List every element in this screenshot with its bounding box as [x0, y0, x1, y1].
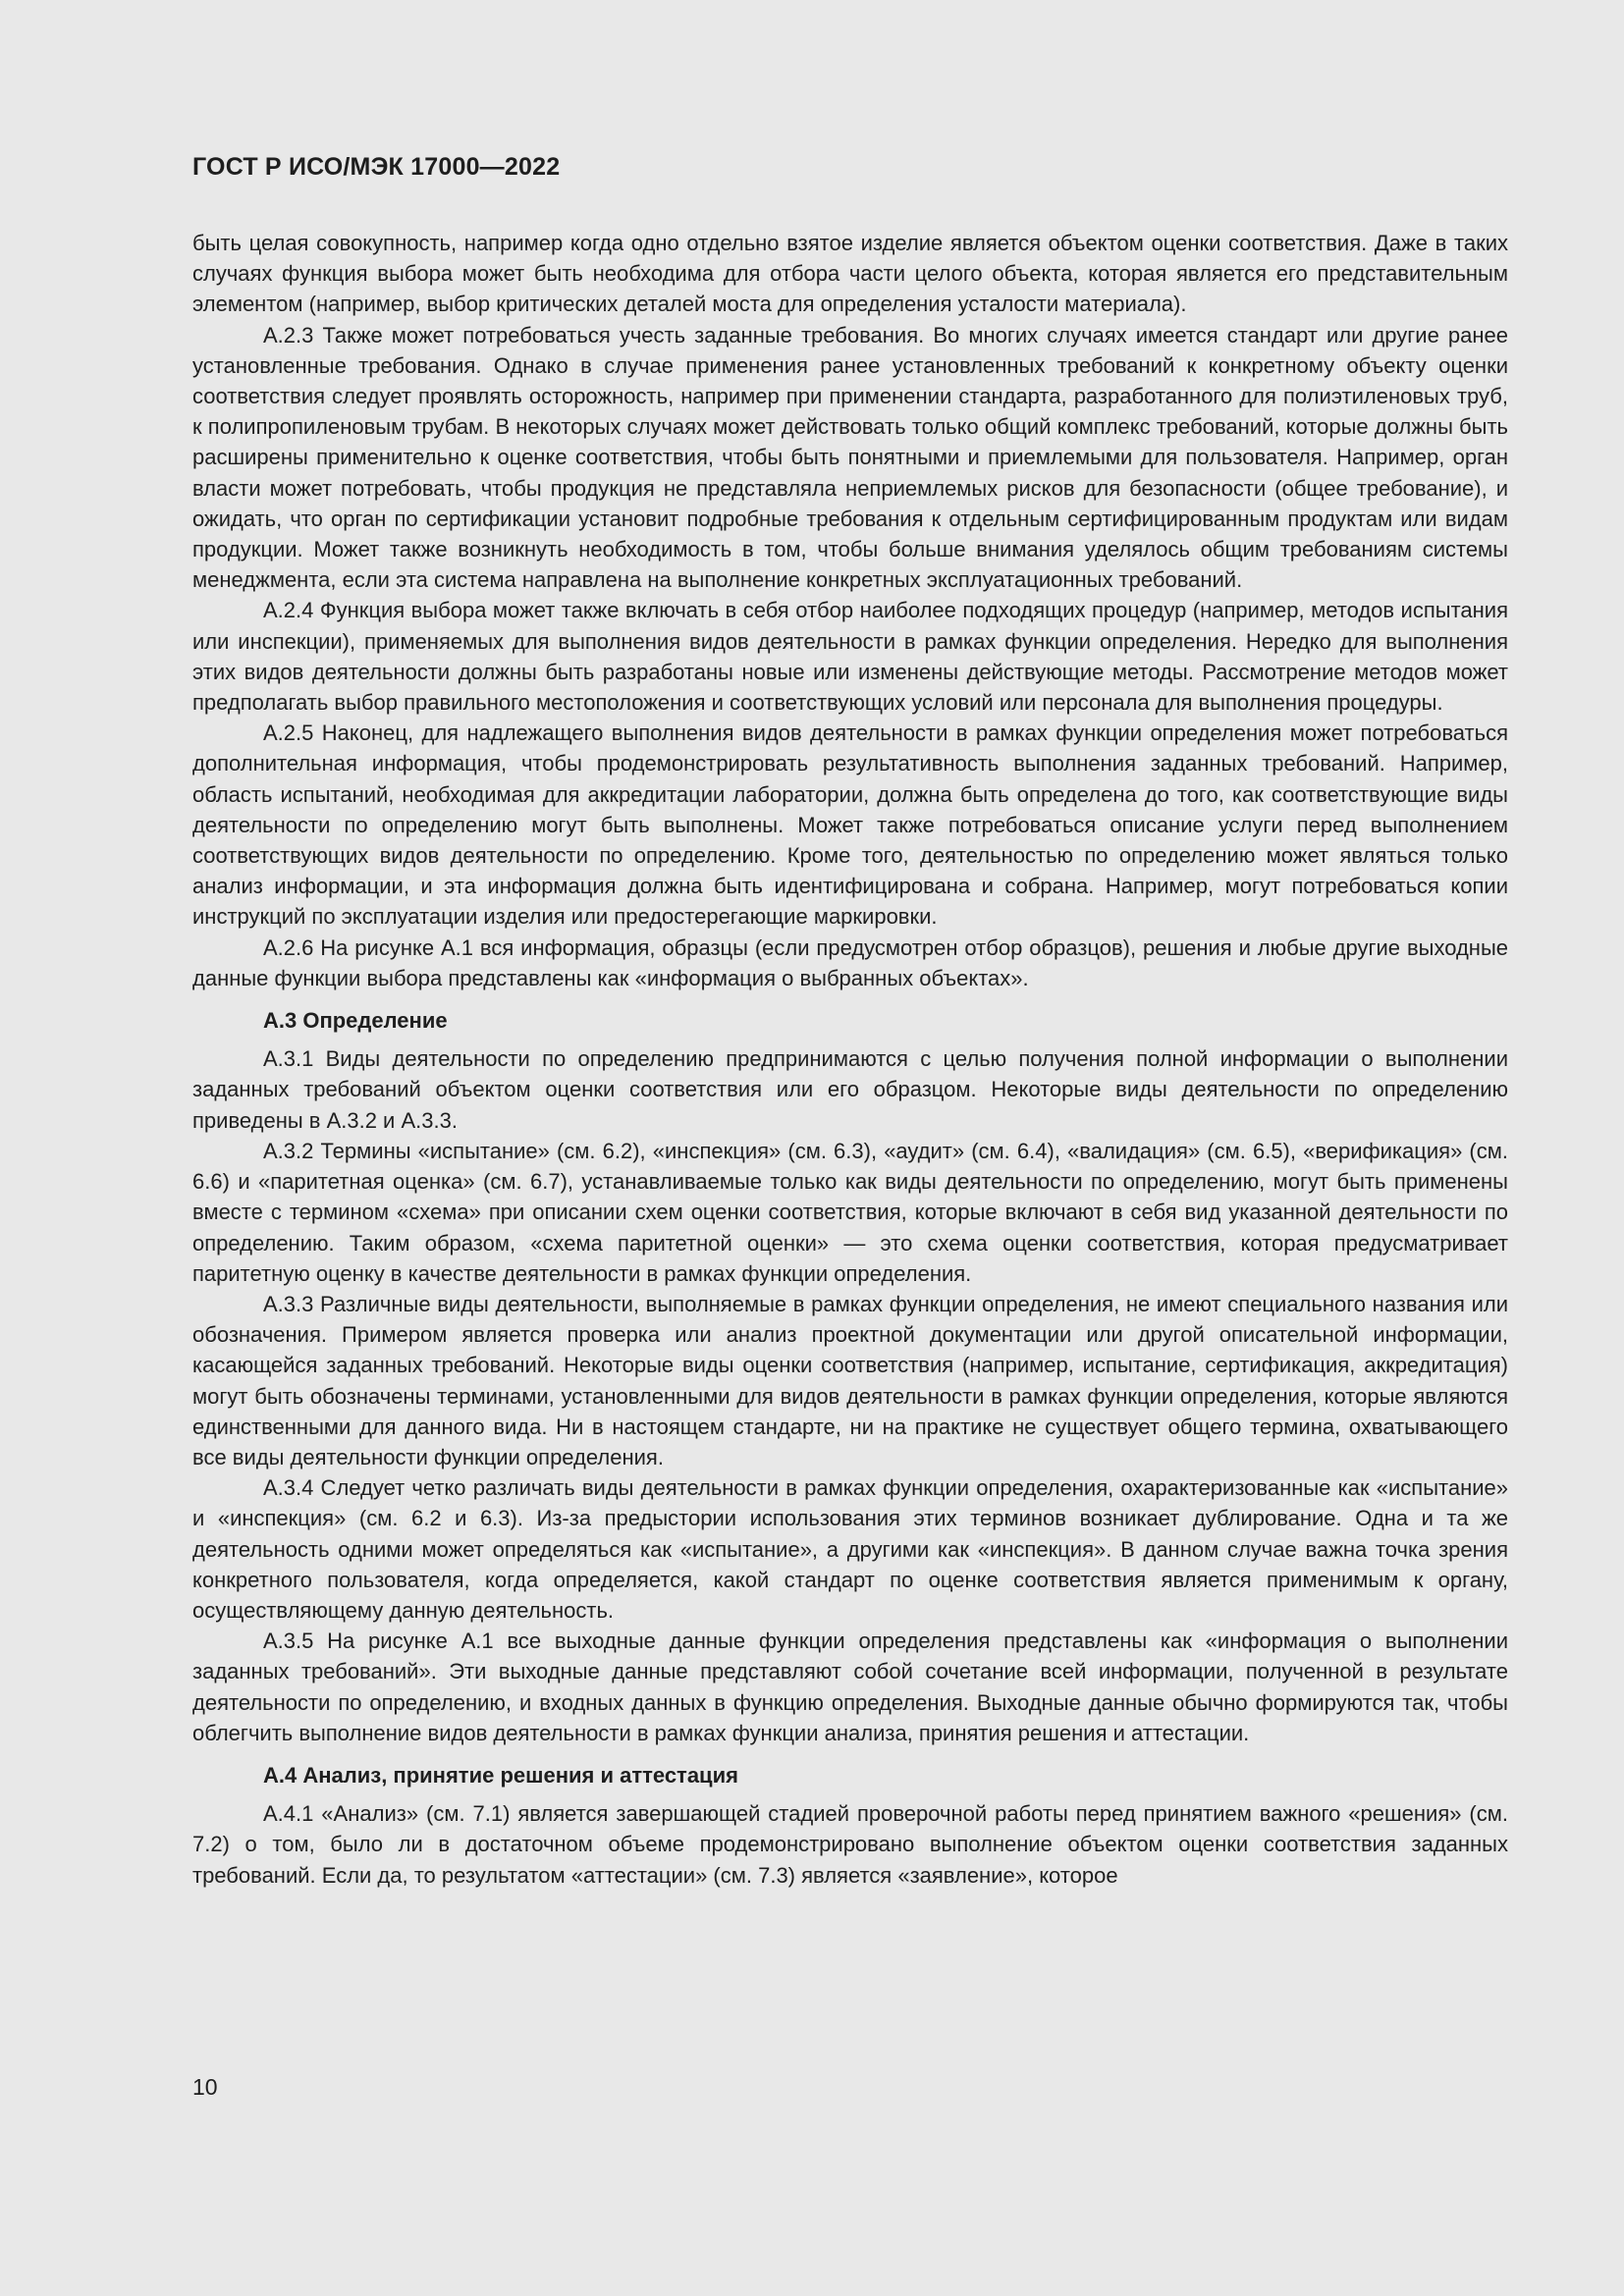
paragraph-a2-4: А.2.4 Функция выбора может также включать в себя отбор наиболее подходящих процедур (например, методов испытания или инспекции), применяемых для выполнения видов деятельности в рамках функции определения. Нередко для выполнения этих видов деятельности должны быть разработаны новые или изменены действующие методы. Рассмотрение методов может предполагать выбор правильного местоположения и соответствующих условий или персонала для выполнения процедуры. — [192, 598, 1508, 716]
paragraph-a3-3: А.3.3 Различные виды деятельности, выполняемые в рамках функции определения, не имеют специального названия или обозначения. Примером является проверка или анализ проектной документации или другой описательной информации, касающейся заданных требований. Некоторые виды оценки соответствия (например, испытание, сертификация, аккредитация) могут быть обозначены терминами, установленными для видов деятельности в рамках функции определения, которые являются единственными для данного вида. Ни в настоящем стандарте, ни на практике не существует общего термина, охватывающего все виды деятельности функции определения. — [192, 1291, 1508, 1469]
paragraph-a3-4: А.3.4 Следует четко различать виды деятельности в рамках функции определения, охарактеризованные как «испытание» и «инспекция» (см. 6.2 и 6.3). Из-за предыстории использования этих терминов возникает дублирование. Одна и та же деятельность одними может определяться как «испытание», а другими как «инспекция». В данном случае важна точка зрения конкретного пользователя, когда определяется, какой стандарт по оценке соответствия является применимым к органу, осуществляющему данную деятельность. — [192, 1475, 1508, 1623]
paragraph-a3-5: А.3.5 На рисунке А.1 все выходные данные функции определения представлены как «информация о выполнении заданных требований». Эти выходные данные представляют собой сочетание всей информации, полученной в результате деятельности по определению, и входных данных в функцию определения. Выходные данные обычно формируются так, чтобы облегчить выполнение видов деятельности в рамках функции анализа, принятия решения и аттестации. — [192, 1629, 1508, 1745]
paragraph-a3-2: А.3.2 Термины «испытание» (см. 6.2), «инспекция» (см. 6.3), «аудит» (см. 6.4), «валидация» (см. 6.5), «верификация» (см. 6.6) и «паритетная оценка» (см. 6.7), устанавливаемые только как виды деятельности по определению, могут быть применены вместе с термином «схема» при описании схем оценки соответствия, которые включают в себя вид указанной деятельности по определению. Таким образом, «схема паритетной оценки» — это схема оценки соответствия, которая предусматривает паритетную оценку в качестве деятельности в рамках функции определения. — [192, 1138, 1508, 1286]
paragraph-a4-1: А.4.1 «Анализ» (см. 7.1) является завершающей стадией проверочной работы перед принятием важного «решения» (см. 7.2) о том, было ли в достаточном объеме продемонстрировано выполнение объектом оценки соответствия заданных требований. Если да, то результатом «аттестации» (см. 7.3) является «заявление», которое — [192, 1801, 1508, 1888]
paragraph-a2-6: А.2.6 На рисунке А.1 вся информация, образцы (если предусмотрен отбор образцов), решения и любые другие выходные данные функции выбора представлены как «информация о выбранных объектах». — [192, 934, 1508, 990]
page-number: 10 — [192, 2074, 218, 2100]
paragraph-a2-3: А.2.3 Также может потребоваться учесть заданные требования. Во многих случаях имеется стандарт или другие ранее установленные требования. Однако в случае применения ранее установленных требований к конкретному объекту оценки соответствия следует проявлять осторожность, например при применении стандарта, разработанного для полиэтиленовых труб, к полипропиленовым трубам. В некоторых случаях может действовать только общий комплекс требований, которые должны быть расширены применительно к оценке соответствия, чтобы быть понятными и приемлемыми для пользователя. Например, орган власти может потребовать, чтобы продукция не представляла неприемлемых рисков для безопасности (общее требование), и ожидать, что орган по сертификации установит подробные требования к отдельным сертифицированным продуктам или видам продукции. Может также возникнуть необходимость в том, чтобы больше внимания уделялось общим требованиям системы менеджмента, если эта система направлена на выполнение конкретных эксплуатационных требований. — [192, 322, 1508, 593]
section-heading-a4: А.4 Анализ, принятие решения и аттестация — [263, 1762, 738, 1788]
document-body — [192, 228, 1508, 1891]
paragraph-a2-5: А.2.5 Наконец, для надлежащего выполнения видов деятельности в рамках функции определения может потребоваться дополнительная информация, чтобы продемонстрировать результативность выполнения заданных требований. Например, область испытаний, необходимая для аккредитации лаборатории, должна быть определена до того, как соответствующие виды деятельности по определению могут быть выполнены. Может также потребоваться описание услуги перед выполнением соответствующих видов деятельности по определению. Кроме того, деятельностью по определению может являться только анализ информации, и эта информация должна быть идентифицирована и собрана. Например, могут потребоваться копии инструкций по эксплуатации изделия или предостерегающие маркировки. — [192, 721, 1508, 930]
document-header: ГОСТ Р ИСО/МЭК 17000—2022 — [192, 153, 561, 181]
section-heading-a3: А.3 Определение — [263, 1008, 448, 1034]
paragraph-continuation: быть целая совокупность, например когда одно отдельно взятое изделие является объектом оценки соответствия. Даже в таких случаях функция выбора может быть необходима для отбора части целого объекта, которая является его представительным элементом (например, выбор критических деталей моста для определения усталости материала). — [192, 231, 1508, 317]
paragraph-a3-1: А.3.1 Виды деятельности по определению предпринимаются с целью получения полной информации о выполнении заданных требований объектом оценки соответствия или его образцом. Некоторые виды деятельности по определению приведены в А.3.2 и А.3.3. — [192, 1046, 1508, 1133]
